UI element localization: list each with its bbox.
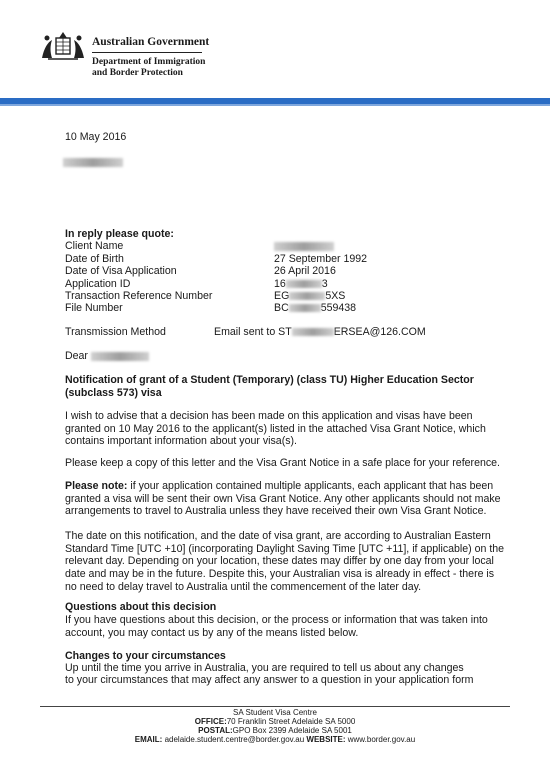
salutation-text: Dear [65, 350, 88, 362]
field-value-dob: 27 September 1992 [274, 253, 368, 265]
footer-centre: SA Student Visa Centre [233, 708, 317, 717]
please-note-label: Please note: [65, 480, 128, 492]
footer-contact [0, 735, 550, 744]
letter-date: 10 May 2016 [65, 131, 127, 143]
recipient-name-redacted [63, 156, 123, 168]
footer-office-label: OFFICE: [194, 717, 227, 726]
salutation [65, 350, 149, 362]
coat-of-arms-icon [38, 30, 88, 62]
header-divider [92, 52, 202, 53]
field-label-file-number: File Number [65, 302, 123, 314]
subject-line-1: Notification of grant of a Student (Temporary) (class TU) Higher Education Sector [65, 374, 474, 386]
heading-questions: Questions about this decision [65, 601, 217, 613]
paragraph-keep-copy: Please keep a copy of this letter and the Visa Grant Notice in a safe place for your reference. [65, 457, 500, 469]
transaction-ref-suffix: 5XS [325, 290, 346, 302]
field-value-client-name [274, 240, 334, 252]
paragraph-changes-line-1: Up until the time you arrive in Australia, you are required to tell us about any changes [65, 662, 464, 674]
file-number-prefix: BC [274, 302, 289, 314]
footer-postal-label: POSTAL: [198, 726, 233, 735]
transmission-suffix: ERSEA@126.COM [333, 326, 426, 338]
paragraph-please-note [65, 480, 505, 518]
field-value-transaction-ref [274, 290, 345, 302]
application-id-prefix: 16 [274, 278, 286, 290]
transmission-label: Transmission Method [65, 326, 166, 338]
transmission-prefix: Email sent to ST [214, 326, 292, 338]
footer-postal [0, 726, 550, 735]
paragraph-questions: If you have questions about this decision, or the process or information that was taken into account, you may contact us by any of the means listed below. [65, 614, 488, 639]
paragraph-decision: I wish to advise that a decision has been made on this application and visas have been granted on 10 May 2016 to the applicant(s) listed in the attached Visa Grant Notice, which contains important information about your visa(s). [65, 410, 486, 448]
field-value-application-id [274, 278, 328, 290]
department-line-2: and Border Protection [92, 68, 183, 78]
footer-website-link[interactable]: www.border.gov.au [345, 735, 416, 744]
government-name: Australian Government [92, 36, 210, 48]
field-label-transaction-ref: Transaction Reference Number [65, 290, 213, 302]
field-label-dob: Date of Birth [65, 253, 124, 265]
footer-website-label: WEBSITE: [306, 735, 346, 744]
subject-line-2: (subclass 573) visa [65, 387, 162, 399]
footer-office-text: 70 Franklin Street Adelaide SA 5000 [226, 717, 356, 726]
footer-divider [40, 706, 510, 707]
transmission-value [214, 326, 426, 338]
paragraph-changes-line-2: to your circumstances that may affect any answer to a question in your application form [65, 674, 474, 686]
field-value-file-number [274, 302, 356, 314]
footer-postal-text: GPO Box 2399 Adelaide SA 5001 [232, 726, 352, 735]
field-label-application-id: Application ID [65, 278, 131, 290]
header-band-light [0, 104, 550, 106]
department-name [92, 57, 205, 79]
heading-changes: Changes to your circumstances [65, 650, 226, 662]
application-id-suffix: 3 [321, 278, 328, 290]
field-label-client-name: Client Name [65, 240, 124, 252]
please-note-text: if your application contained multiple applicants, each applicant that has been granted a visa will be sent their own Visa Grant Notice. Any other applicants should not make arrangements to travel to Australia unless they have received their own Visa Grant Notice. [65, 480, 501, 518]
department-line-1: Department of Immigration [92, 57, 206, 67]
paragraph-dates: The date on this notification, and the date of visa grant, are according to Australian Eastern Standard Time [UTC +10] (incorporating Daylight Saving Time [UTC +11], if applicable) on the relevant day. Depending on your location, these dates may differ by one day from your local date and may be in the future. Despite this, your Australian visa is already in effect - there is no need to delay travel to Australia until the commencement of the later day. [65, 530, 505, 593]
transaction-ref-prefix: EG [274, 290, 290, 302]
field-label-application-date: Date of Visa Application [65, 265, 177, 277]
field-value-application-date: 26 April 2016 [274, 265, 336, 277]
footer-email-link[interactable]: adelaide.student.centre@border.gov.au [162, 735, 307, 744]
footer-email-label: EMAIL: [134, 735, 163, 744]
reply-heading: In reply please quote: [65, 228, 174, 240]
footer-office [0, 717, 550, 726]
file-number-suffix: 559438 [320, 302, 357, 314]
